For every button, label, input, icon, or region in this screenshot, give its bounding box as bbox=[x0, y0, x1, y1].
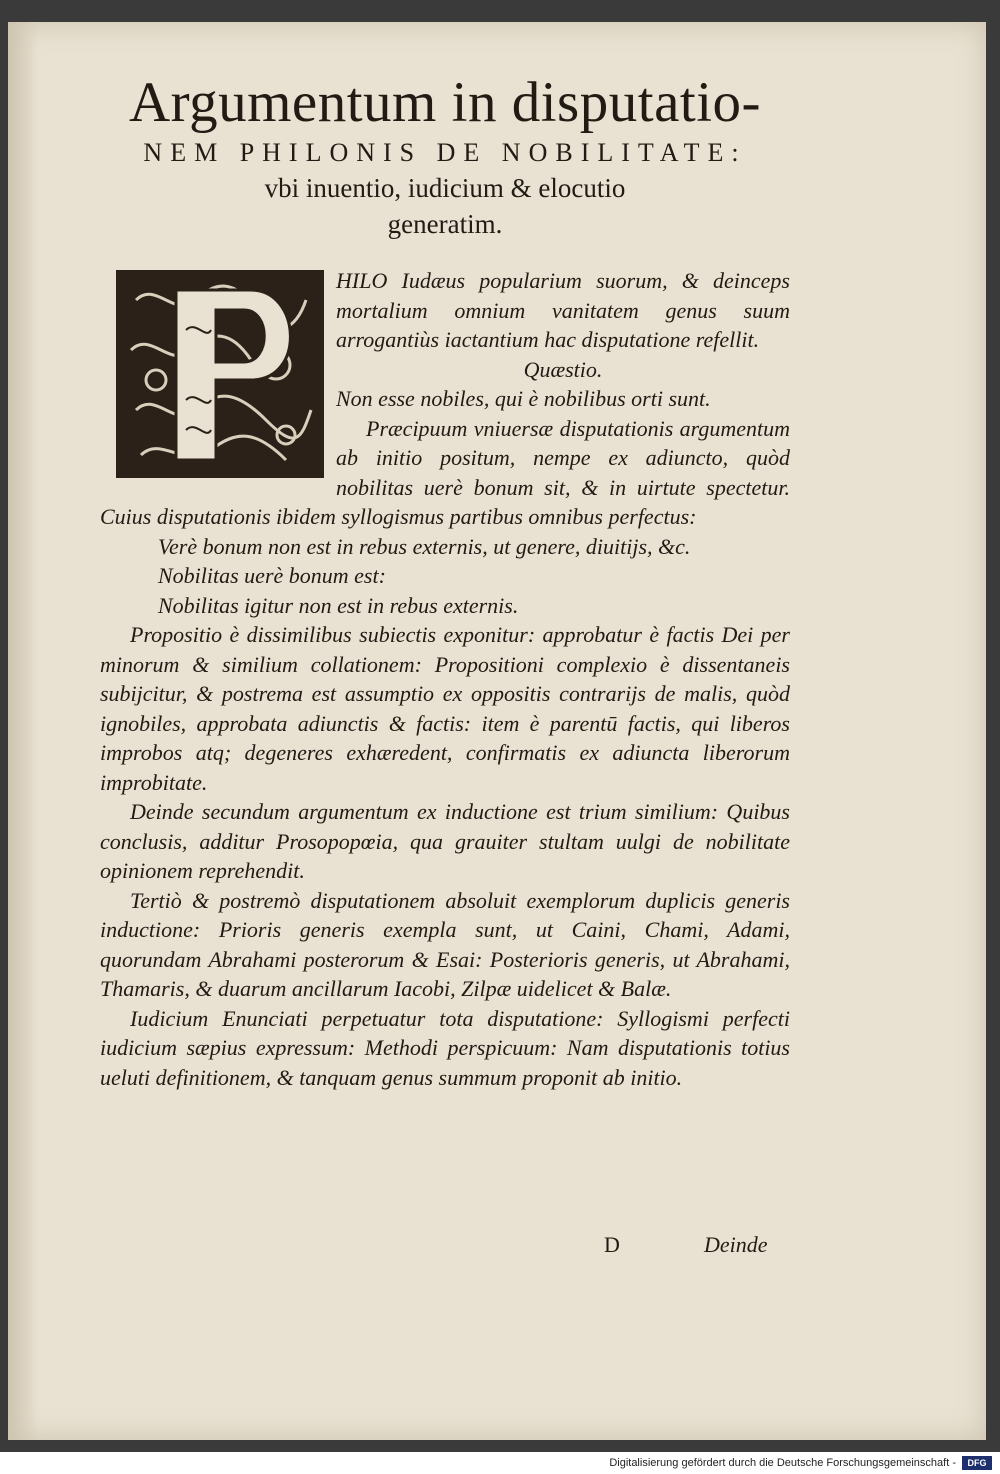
paragraph-deinde: Deinde secundum argumentum ex inductione est trium similium: Quibus conclusis, additur Prosopopœia, qua grauiter stultam uulgi de nobilitate opinionem reprehendit. bbox=[100, 799, 790, 883]
page-text-block bbox=[100, 70, 790, 1092]
signature-mark: D bbox=[604, 1232, 620, 1257]
footer-bar bbox=[0, 1452, 1000, 1474]
question-text: Non esse nobiles, qui è nobilibus orti sunt. bbox=[336, 386, 711, 411]
syllogism-major: Verè bonum non est in rebus externis, ut genere, diuitijs, &c. bbox=[158, 533, 691, 559]
question-heading: Quæstio. bbox=[523, 356, 603, 382]
title-line-4: generatim. bbox=[387, 209, 503, 239]
decorated-initial-p-image bbox=[116, 270, 324, 478]
paragraph-propositio: Propositio è dissimilibus subiectis exponitur: approbatur è factis Dei per minorum & similium collationem: Propositioni complexio è dissentaneis subijcitur, & postrema est assumptio ex oppositis contrarijs de malis, quòd ignobiles, approbata adiunctis & factis: item è parentū factis, qui liberos improbos atq; degeneres exhæredent, confirmatis ex adiuncta liberorum improbitate. bbox=[100, 622, 790, 795]
body-area bbox=[100, 266, 790, 1092]
paragraph-main-argument: Præcipuum vniuersæ disputationis argumentum ab initio positum, nempe ex adiuncto, quòd nobilitas uerè bonum sit, & in uirtute spectetur. Cuius disputationis ibidem syllogismus partibus omnibus perfectus: bbox=[100, 415, 790, 529]
syllogism-minor: Nobilitas uerè bonum est: bbox=[158, 563, 386, 588]
page-gutter-shadow bbox=[8, 22, 38, 1440]
paragraph-intro: HILO Iudæus popularium suorum, & deinceps mortalium omnium vanitatem genus suum arrogantiùs iactantium hac disputatione refellit. bbox=[336, 268, 790, 352]
footer-credit-text: Digitalisierung gefördert durch die Deutsche Forschungsgemeinschaft - bbox=[609, 1457, 956, 1469]
paragraph-tertio: Tertiò & postremò disputationem absoluit exemplorum duplicis generis inductione: Prioris generis exempla sunt, ut Caini, Chami, Adami, quorundam Abrahami posterorum & Esai: Posterioris generis, ut Abrahami, Thamaris, & duarum ancillarum Iacobi, Zilpæ uidelicet & Balæ. bbox=[100, 887, 790, 1001]
paragraph-iudicium: Iudicium Enunciati perpetuatur tota disputatione: Syllogismi perfecti iudicium sæpius expressum: Methodi perspicuum: Nam disputationis totius ueluti definitionem, & tanquam genus summum proponit ab initio. bbox=[100, 1005, 790, 1090]
title-line-2: NEM PHILONIS DE NOBILITATE: bbox=[143, 138, 747, 167]
title-line-3: vbi inuentio, iudicium & elocutio bbox=[264, 173, 626, 203]
syllogism-conclusion: Nobilitas igitur non est in rebus externis. bbox=[158, 592, 519, 618]
catchword: Deinde bbox=[704, 1232, 768, 1257]
dfg-logo: DFG bbox=[962, 1456, 992, 1470]
title-line-1: Argumentum in disputatio- bbox=[128, 71, 762, 134]
